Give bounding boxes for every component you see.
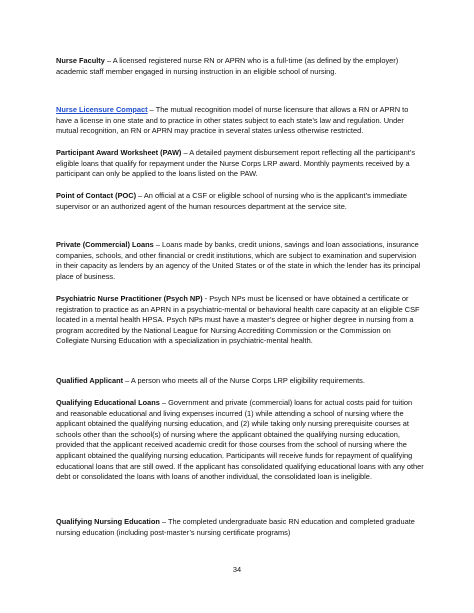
definition-text: The mutual recognition model of nurse licensure that allows a RN or APRN to have a license in one state and to practice in other states subject to each state’s law and regulation. Under mutual recognition, an RN or APRN may practice in several states unless otherwise restricted. (56, 105, 409, 136)
term: Qualifying Educational Loans (56, 398, 160, 407)
definition-participant-award-worksheet (56, 148, 424, 180)
separator: – (104, 56, 113, 65)
definition-text: A person who meets all of the Nurse Corps LRP eligibility requirements. (130, 376, 365, 385)
definition-qualifying-nursing-education (56, 517, 424, 538)
definition-psych-np (56, 294, 424, 347)
definition-text: Government and private (commercial) loans for actual costs paid for tuition and reasonable educational and living expenses incurred (1) while attending a school of nursing where the applicant obtained the qualifying nursing education, and (2) while taking only nursing prerequisite courses at schools other than the school(s) of nursing where the applicant obtained the qualifying nursing education, provided that the applicant received academic credit for those courses from the school of nursing where the applicant obtained the qualifying nursing education. Participants will receive funds for repayment of qualifying educational loans that are still owed. If the applicant has consolidated qualifying educational loans with any other debt or consolidated the loans with loans of another individual, the consolidated loan is ineligible. (56, 398, 424, 482)
definition-text: A detailed payment disbursement report reflecting all the participant’s eligible loans that qualify for repayment under the Nurse Corps LRP award. Monthly payments received by a participant can only be applied to the loans listed on the PAW. (56, 148, 416, 179)
definition-text: Loans made by banks, credit unions, savings and loan associations, insurance companies, schools, and other financial or credit institutions, which are subject to examination and supervision in their capacity as lenders by an agency of the United States or of the state in which the lender has its principal place of business. (56, 240, 421, 281)
term: Point of Contact (POC) (56, 191, 137, 200)
definition-qualified-applicant (56, 376, 424, 387)
definition-text: The completed undergraduate basic RN education and completed graduate nursing education (including post-master’s nursing certificate programs) (56, 517, 415, 537)
separator: – (181, 148, 190, 157)
term: Qualifying Nursing Education (56, 517, 160, 526)
term: Nurse Faculty (56, 56, 105, 65)
separator: – (136, 191, 144, 200)
definition-text: Psych NPs must be licensed or have obtained a certificate or registration to practice as an APRN in a psychiatric-mental or behavioral health care capacity at an eligible CSF located in a mental health HPSA. Psych NPs must have a master’s degree or higher degree in nursing from a program accredited by the National League for Nursing Accrediting Commission or the Commission on Collegiate Nursing Education with a specialization in psychiatric-mental health. (56, 294, 420, 346)
term: Participant Award Worksheet (PAW) (56, 148, 182, 157)
separator: – (147, 105, 156, 114)
separator: – (159, 517, 168, 526)
definition-point-of-contact (56, 191, 424, 212)
definition-qualifying-educational-loans (56, 398, 424, 483)
definition-text: An official at a CSF or eligible school of nursing who is the applicant’s immediate supervisor or an authorized agent of the human resources department at the service site. (56, 191, 407, 211)
definition-nurse-faculty (56, 56, 424, 77)
nurse-licensure-compact-link[interactable]: Nurse Licensure Compact (56, 105, 148, 114)
definition-private-loans (56, 240, 424, 282)
separator: – (123, 376, 131, 385)
page-number: 34 (232, 565, 242, 574)
separator: – (159, 398, 169, 407)
definition-nurse-licensure-compact (56, 105, 424, 137)
term: Private (Commercial) Loans (56, 240, 154, 249)
definition-text: A licensed registered nurse RN or APRN who is a full-time (as defined by the employer) academic staff member engaged in nursing instruction in an eligible school of nursing. (56, 56, 399, 76)
separator: - (202, 294, 210, 303)
separator: – (153, 240, 162, 249)
term: Qualified Applicant (56, 376, 124, 385)
term: Psychiatric Nurse Practitioner (Psych NP) (56, 294, 203, 303)
